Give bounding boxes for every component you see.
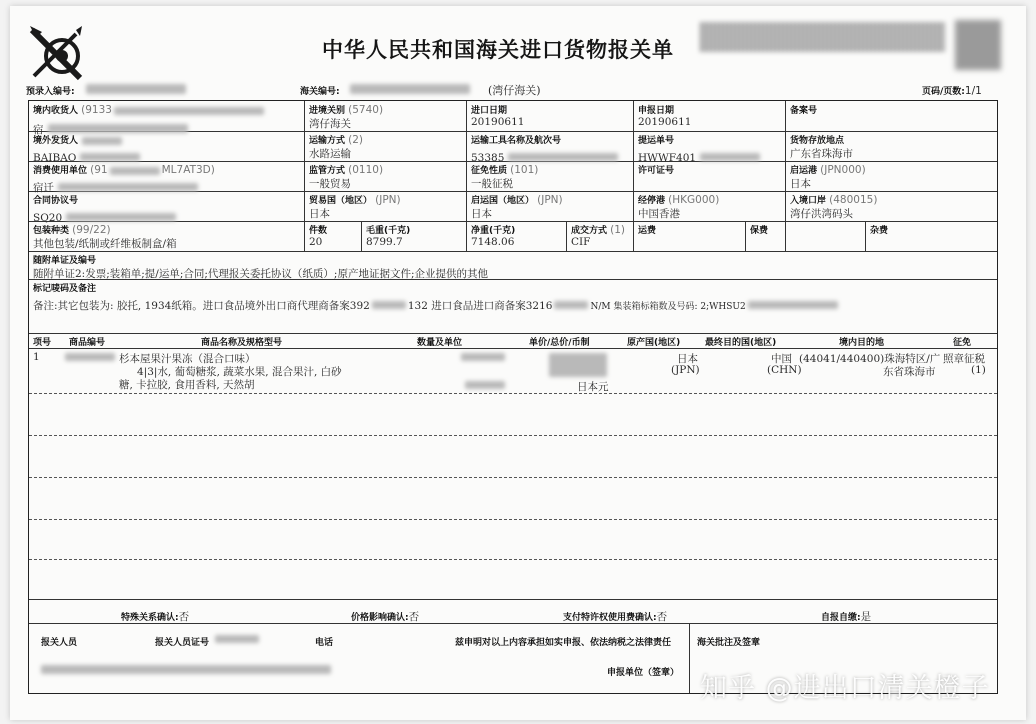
customs-no-label: 海关编号: xyxy=(300,87,340,97)
storage-cell: 货物存放地点 广东省珠海市 xyxy=(790,136,853,160)
goods-header: 项号 商品编号 商品名称及规格型号 数量及单位 单价/总价/币制 原产国(地区) 最终目的国(地区) 境内目的地 征免 xyxy=(33,338,972,348)
exemption-cell: 征免性质 (101) 一般征税 xyxy=(471,164,539,190)
net-weight-cell: 净重(千克) 7148.06 xyxy=(471,226,516,248)
consignee-cell: 境内收货人 (9133 宿 xyxy=(33,103,301,137)
record-no-cell: 备案号 xyxy=(790,106,818,116)
entry-port-cell: 进境关别 (5740) 湾仔海关 xyxy=(309,104,384,130)
consumer-cell: 消费使用单位 (91 ML7AT3D) 宿迁 xyxy=(33,164,215,194)
bill-no-cell: 提运单号 HWWF401 xyxy=(638,133,760,165)
confirmations-row: 特殊关系确认:否 价格影响确认:否 支付特许权使用费确认:否 自报自缴:是 xyxy=(121,611,872,623)
departure-port-cell: 启运港 (JPN000) 日本 xyxy=(790,164,866,190)
declaration-table xyxy=(28,100,998,694)
trade-country-cell: 贸易国（地区） (JPN) 日本 xyxy=(309,194,401,220)
declare-date-cell: 申报日期 20190611 xyxy=(638,106,692,128)
qr-code-redacted xyxy=(955,20,1001,70)
customs-sign-label: 海关批注及签章 xyxy=(697,638,761,648)
deal-mode-cell: 成交方式 (1) CIF xyxy=(571,224,626,248)
supervision-cell: 监管方式 (0110) 一般贸易 xyxy=(309,164,384,190)
pre-entry-redacted xyxy=(86,84,186,94)
contract-cell: 合同协议号 SQ20 xyxy=(33,193,176,225)
transport-mode-cell: 运输方式 (2) 水路运输 xyxy=(309,134,364,160)
declarant-section: 报关人员 报关人员证号 电话 兹申明对以上内容承担如实申报、依法纳税之法律责任 申报单位（签章） xyxy=(29,629,689,689)
document-title: 中华人民共和国海关进口货物报关单 xyxy=(322,38,674,62)
customs-emblem-icon xyxy=(24,20,88,84)
customs-no-redacted xyxy=(350,84,470,94)
pieces-cell: 件数 20 xyxy=(309,226,328,248)
page-label: 页码/页数:1/1 xyxy=(922,85,982,97)
package-cell: 包装种类 (99/22) 其他包装/纸制或纤维板制盒/箱 xyxy=(33,224,177,250)
license-cell: 许可证号 xyxy=(638,166,675,176)
insurance-label: 保费 xyxy=(750,226,769,236)
declaration-sheet xyxy=(10,6,1026,720)
import-date-cell: 进口日期 20190611 xyxy=(471,106,525,128)
gross-weight-cell: 毛重(千克) 8799.7 xyxy=(366,226,411,248)
transit-port-cell: 经停港 (HKG000) 中国香港 xyxy=(638,194,720,220)
shipper-cell: 境外发货人 BAIBAO xyxy=(33,133,140,165)
origin-country-cell: 启运国（地区） (JPN) 日本 xyxy=(471,194,563,220)
marks-cell: 标记唛码及备注 备注:其它包装为: 胶托, 1934纸箱。进口食品境外出口商代理商备案392 132 进口食品进口商备案3216 N/M 集装箱标箱数及号码: 2;WHSU2 xyxy=(33,281,993,313)
watermark: 知乎 @进出口清关橙子 xyxy=(700,673,990,704)
barcode-redacted xyxy=(700,22,945,52)
misc-fee-label: 杂费 xyxy=(870,226,889,236)
goods-row: 1 杉本屋果汁果冻（混合口味） 4|3|水, 葡萄糖浆, 蔬菜水果, 混合果汁, 白砂 糖, 卡拉胶, 食用香料, 天然胡 日本元 日本 (JPN) 中国 (CHN) (44041/440400)珠海特区/广 东省珠海市 照章征税 (1) xyxy=(33,351,986,393)
customs-office-header: (湾仔海关) xyxy=(488,84,541,97)
vessel-cell: 运输工具名称及航次号 53385 xyxy=(471,133,618,165)
entry-place-cell: 入境口岸 (480015) 湾仔洪湾码头 xyxy=(790,194,878,220)
attachments-cell: 随附单证及编号 随附单证2:发票;装箱单;提/运单;合同;代理报关委托协议（纸质）;原产地证据文件;企业提供的其他 xyxy=(33,256,488,280)
freight-label: 运费 xyxy=(638,226,657,236)
pre-entry-label: 预录入编号: xyxy=(26,87,75,97)
